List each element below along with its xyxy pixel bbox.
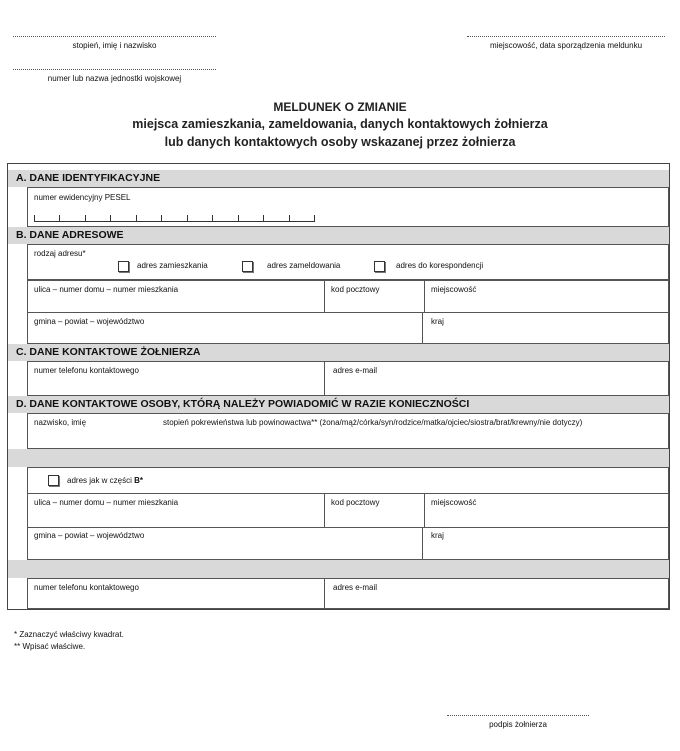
b-city-label: miejscowość [431,285,477,294]
c-email-field[interactable] [324,361,669,396]
b-country-label: kraj [431,317,444,326]
residence-checkbox[interactable] [118,261,129,272]
form-subtitle-2: lub danych kontaktowych osoby wskazanej przez żołnierza [164,135,516,149]
report-form [7,163,670,610]
signature-caption: podpis żołnierza [489,720,547,729]
d-postal-field[interactable] [324,493,425,528]
b-commune-field[interactable] [27,312,423,344]
b-city-field[interactable] [424,280,669,313]
same-as-b-label: adres jak w części B* [67,476,144,485]
section-c-title: C. DANE KONTAKTOWE ŻOŁNIERZA [16,346,201,358]
correspondence-checkbox[interactable] [374,261,385,272]
d-email-label: adres e-mail [333,583,378,592]
form-title: MELDUNEK O ZMIANIE [273,100,407,114]
rank-name-line[interactable] [13,36,216,37]
d-relation-label: stopień pokrewieństwa lub powinowactwa** (żona/mąż/córka/syn/rodzice/matka/ojciec/siostra/brat/krewny/nie dotyczy) [163,418,583,427]
d-spacer-1 [8,449,669,467]
section-a-header [8,170,669,187]
b-street-field[interactable] [27,280,325,313]
rank-name-caption: stopień, imię i nazwisko [72,41,157,50]
d-phone-field[interactable] [27,578,325,609]
d-same-address-row [27,467,669,494]
c-phone-field[interactable] [27,361,325,396]
unit-caption: numer lub nazwa jednostki wojskowej [47,74,182,83]
d-city-field[interactable] [424,493,669,528]
section-a-title: A. DANE IDENTYFIKACYJNE [16,172,161,184]
footnote-2: ** Wpisać właściwe. [14,642,86,651]
pesel-label: numer ewidencyjny PESEL [34,193,131,202]
section-b-title: B. DANE ADRESOWE [16,229,124,241]
unit-line[interactable] [13,69,216,70]
place-date-caption: miejscowość, data sporządzenia meldunku [489,41,643,50]
registration-option-label: adres zameldowania [267,261,341,270]
address-type-row [27,244,669,280]
c-phone-label: numer telefonu kontaktowego [34,366,139,375]
b-postal-field[interactable] [324,280,425,313]
correspondence-option-label: adres do korespondencji [396,261,484,270]
d-commune-field[interactable] [27,527,423,560]
signature-line[interactable] [447,715,589,716]
d-country-label: kraj [431,531,444,540]
registration-checkbox[interactable] [242,261,253,272]
d-name-relation-field[interactable] [27,413,669,449]
d-street-label: ulica – numer domu – numer mieszkania [34,498,179,507]
c-email-label: adres e-mail [333,366,378,375]
section-c-header [8,344,669,361]
same-as-b-checkbox[interactable] [48,475,59,486]
b-postal-label: kod pocztowy [331,285,380,294]
section-d-title: D. DANE KONTAKTOWE OSOBY, KTÓRĄ NALEŻY POWIADOMIĆ W RAZIE KONIECZNOŚCI [16,398,470,410]
d-name-label: nazwisko, imię [34,418,87,427]
footnote-1: * Zaznaczyć właściwy kwadrat. [14,630,124,639]
form-subtitle-1: miejsca zamieszkania, zameldowania, danych kontaktowych żołnierza [132,117,548,131]
b-commune-label: gmina – powiat – województwo [34,317,145,326]
address-type-label: rodzaj adresu* [34,249,86,258]
d-commune-label: gmina – powiat – województwo [34,531,145,540]
d-spacer-2 [8,560,669,578]
pesel-field[interactable] [27,187,669,227]
d-email-field[interactable] [324,578,669,609]
d-phone-label: numer telefonu kontaktowego [34,583,139,592]
d-country-field[interactable] [422,527,669,560]
section-d-header [8,396,669,413]
pesel-digit-ruler [34,215,315,222]
place-date-line[interactable] [467,36,665,37]
d-city-label: miejscowość [431,498,477,507]
b-street-label: ulica – numer domu – numer mieszkania [34,285,179,294]
d-postal-label: kod pocztowy [331,498,380,507]
d-street-field[interactable] [27,493,325,528]
b-country-field[interactable] [422,312,669,344]
section-b-header [8,227,669,244]
residence-option-label: adres zamieszkania [137,261,208,270]
